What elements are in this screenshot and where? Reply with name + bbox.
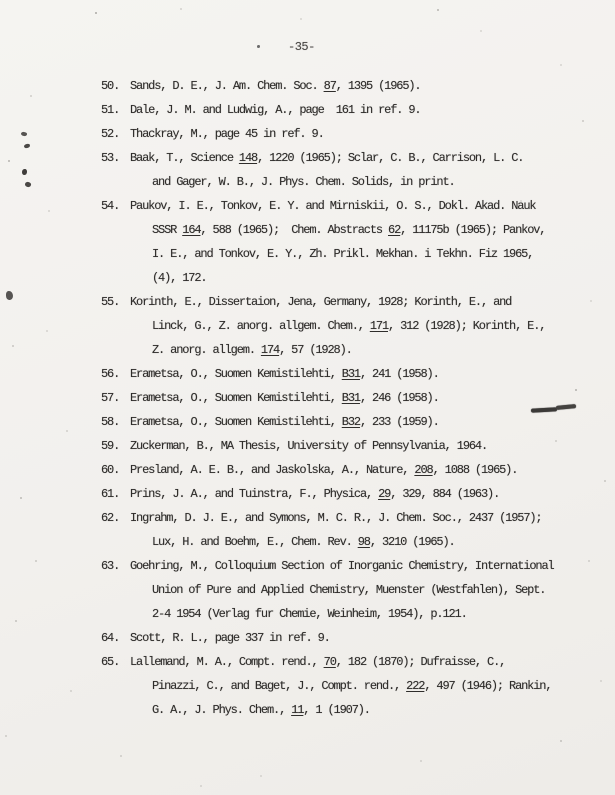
reference-number: 51.: [101, 103, 120, 117]
reference-text: , 588 (1965); Chem. Abstracts: [200, 223, 389, 237]
reference-item: [101, 386, 581, 410]
reference-text: , 246 (1958).: [359, 391, 439, 405]
scan-mark: [6, 291, 13, 300]
reference-item: [101, 74, 581, 98]
reference-text: Union of Pure and Applied Chemistry, Muenster (Westfahlen), Sept.: [152, 583, 546, 597]
page-number: -35-: [288, 40, 315, 54]
reference-number: 59.: [101, 439, 120, 453]
reference-lines: [130, 650, 581, 722]
reference-line: [130, 602, 581, 626]
scan-mark: [257, 45, 260, 48]
reference-item: [101, 194, 581, 290]
reference-number: 64.: [101, 631, 120, 645]
reference-line: [130, 266, 581, 290]
reference-lines: [130, 434, 581, 458]
volume-number: 174: [260, 343, 280, 357]
reference-item: [101, 434, 581, 458]
reference-text: I. E., and Tonkov, E. Y., Zh. Prikl. Mekhan. i Tekhn. Fiz 1965,: [152, 247, 534, 261]
reference-text: , 1395 (1965).: [335, 79, 421, 93]
reference-text: , 1088 (1965).: [432, 463, 518, 477]
reference-lines: [130, 410, 581, 434]
scan-mark: [21, 131, 28, 136]
reference-line: [130, 530, 581, 554]
reference-line: [130, 458, 581, 482]
reference-item: [101, 554, 581, 626]
reference-text: , 1 (1907).: [303, 703, 370, 717]
volume-number: 164: [182, 223, 201, 237]
reference-item: [101, 458, 581, 482]
reference-lines: [130, 98, 581, 122]
reference-item: [101, 506, 581, 554]
reference-item: [101, 122, 581, 146]
reference-text: , 182 (1870); Dufraisse, C.,: [335, 655, 506, 669]
reference-text: Ingrahm, D. J. E., and Symons, M. C. R., J. Chem. Soc., 2437 (1957);: [130, 511, 542, 525]
reference-line: [130, 506, 581, 530]
reference-text: , 11175b (1965); Pankov,: [400, 223, 546, 237]
volume-number: 208: [414, 463, 433, 477]
reference-line: [130, 674, 581, 698]
reference-text: , 312 (1928); Korinth, E.,: [388, 319, 546, 333]
reference-line: [130, 626, 581, 650]
volume-number: 171: [369, 319, 388, 333]
reference-text: Baak, T., Science: [130, 151, 239, 165]
reference-line: [130, 338, 581, 362]
reference-line: [130, 122, 581, 146]
reference-text: Erametsa, O., Suomen Kemistilehti,: [130, 415, 342, 429]
volume-number: 70: [323, 655, 336, 669]
reference-text: Pinazzi, C., and Baget, J., Compt. rend.,: [152, 679, 407, 693]
reference-number: 55.: [101, 295, 120, 309]
reference-line: [130, 698, 581, 722]
reference-text: Dale, J. M. and Ludwig, A., page 161 in ref. 9.: [130, 103, 421, 117]
scan-mark: [22, 169, 27, 175]
reference-line: [130, 362, 581, 386]
reference-text: , 329, 884 (1963).: [390, 487, 500, 501]
reference-text: and Gager, W. B., J. Phys. Chem. Solids, in print.: [152, 175, 455, 189]
reference-text: G. A., J. Phys. Chem.,: [152, 703, 292, 717]
reference-lines: [130, 362, 581, 386]
reference-item: [101, 290, 581, 362]
reference-number: 63.: [101, 559, 120, 573]
reference-line: [130, 314, 581, 338]
volume-number: 98: [357, 535, 370, 549]
volume-number: 87: [323, 79, 336, 93]
reference-line: [130, 98, 581, 122]
reference-item: [101, 650, 581, 722]
reference-text: Prins, J. A., and Tuinstra, F., Physica,: [130, 487, 379, 501]
reference-item: [101, 98, 581, 122]
reference-line: [130, 578, 581, 602]
reference-line: [130, 242, 581, 266]
volume-number: 29: [378, 487, 391, 501]
reference-text: Sands, D. E., J. Am. Chem. Soc.: [130, 79, 324, 93]
reference-line: [130, 410, 581, 434]
reference-text: Lux, H. and Boehm, E., Chem. Rev.: [152, 535, 358, 549]
reference-number: 65.: [101, 655, 120, 669]
volume-number: B32: [341, 415, 360, 429]
reference-line: [130, 290, 581, 314]
reference-lines: [130, 626, 581, 650]
reference-line: [130, 554, 581, 578]
reference-number: 50.: [101, 79, 120, 93]
reference-lines: [130, 386, 581, 410]
reference-lines: [130, 122, 581, 146]
reference-line: [130, 434, 581, 458]
reference-lines: [130, 482, 581, 506]
reference-lines: [130, 290, 581, 362]
reference-line: [130, 74, 581, 98]
volume-number: 11: [291, 703, 304, 717]
reference-text: Korinth, E., Dissertaion, Jena, Germany, 1928; Korinth, E., and: [130, 295, 512, 309]
reference-text: Paukov, I. E., Tonkov, E. Y. and Mirniskii, O. S., Dokl. Akad. Nauk: [130, 199, 536, 213]
reference-line: [130, 146, 581, 170]
reference-number: 53.: [101, 151, 120, 165]
reference-number: 58.: [101, 415, 120, 429]
reference-text: Lallemand, M. A., Compt. rend.,: [130, 655, 324, 669]
reference-item: [101, 482, 581, 506]
reference-text: Thackray, M., page 45 in ref. 9.: [130, 127, 324, 141]
reference-number: 56.: [101, 367, 120, 381]
reference-line: [130, 482, 581, 506]
reference-text: , 57 (1928).: [279, 343, 352, 357]
reference-item: [101, 410, 581, 434]
volume-number: 222: [406, 679, 425, 693]
reference-number: 54.: [101, 199, 120, 213]
reference-line: [130, 194, 581, 218]
reference-text: 2-4 1954 (Verlag fur Chemie, Weinheim, 1954), p.121.: [152, 607, 467, 621]
reference-line: [130, 218, 581, 242]
reference-number: 60.: [101, 463, 120, 477]
scan-speckle: [0, 0, 2, 2]
reference-lines: [130, 506, 581, 554]
reference-text: , 497 (1946); Rankin,: [424, 679, 552, 693]
reference-lines: [130, 554, 581, 626]
scan-mark: [24, 144, 31, 149]
reference-text: Erametsa, O., Suomen Kemistilehti,: [130, 391, 342, 405]
reference-lines: [130, 194, 581, 290]
reference-text: , 1220 (1965); Sclar, C. B., Carrison, L. C.: [257, 151, 524, 165]
reference-text: SSSR: [152, 223, 183, 237]
reference-list: [101, 74, 581, 722]
reference-line: [130, 170, 581, 194]
reference-item: [101, 626, 581, 650]
reference-number: 62.: [101, 511, 120, 525]
scan-mark: [24, 181, 31, 188]
reference-line: [130, 386, 581, 410]
reference-item: [101, 362, 581, 386]
reference-text: Zuckerman, B., MA Thesis, University of Pennsylvania, 1964.: [130, 439, 488, 453]
reference-text: , 3210 (1965).: [369, 535, 455, 549]
reference-lines: [130, 74, 581, 98]
reference-text: Linck, G., Z. anorg. allgem. Chem.,: [152, 319, 370, 333]
reference-number: 52.: [101, 127, 120, 141]
reference-text: (4), 172.: [152, 271, 207, 285]
reference-text: Goehring, M., Colloquium Section of Inorganic Chemistry, International: [130, 559, 554, 573]
reference-lines: [130, 146, 581, 194]
volume-number: 62: [388, 223, 401, 237]
volume-number: B31: [341, 367, 360, 381]
reference-line: [130, 650, 581, 674]
reference-text: Scott, R. L., page 337 in ref. 9.: [130, 631, 330, 645]
reference-text: Erametsa, O., Suomen Kemistilehti,: [130, 367, 342, 381]
reference-text: , 241 (1958).: [359, 367, 439, 381]
reference-text: Presland, A. E. B., and Jaskolska, A., Nature,: [130, 463, 415, 477]
reference-text: Z. anorg. allgem.: [152, 343, 261, 357]
reference-text: , 233 (1959).: [359, 415, 439, 429]
reference-item: [101, 146, 581, 194]
reference-lines: [130, 458, 581, 482]
reference-number: 57.: [101, 391, 120, 405]
volume-number: 148: [238, 151, 258, 165]
volume-number: B31: [341, 391, 360, 405]
reference-number: 61.: [101, 487, 120, 501]
